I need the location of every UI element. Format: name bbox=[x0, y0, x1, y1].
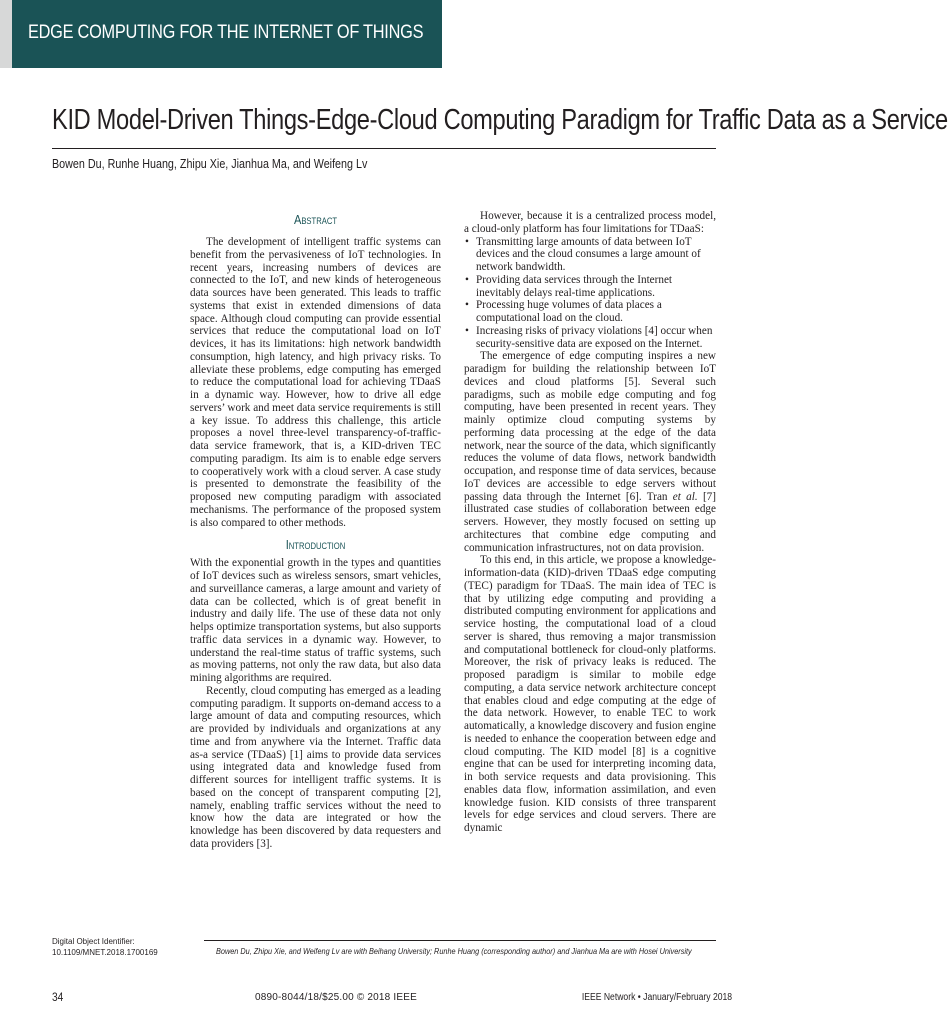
price-copyright: 0890-8044/18/$25.00 © 2018 IEEE bbox=[254, 992, 418, 1003]
doi-block bbox=[52, 936, 182, 958]
doi-label: Digital Object Identifier: bbox=[52, 937, 135, 946]
author-list: Bowen Du, Runhe Huang, Zhipu Xie, Jianhua Ma, and Weifeng Lv bbox=[52, 157, 368, 171]
author-affiliation-footnote: Bowen Du, Zhipu Xie, and Weifeng Lv are with Beihang University; Runhe Huang (corresponding author) and Jianhua Ma are with Hosei University bbox=[216, 946, 692, 956]
list-item: • Processing huge volumes of data places a computational load on the cloud. bbox=[464, 299, 716, 325]
doi-value: 10.1109/MNET.2018.1700169 bbox=[52, 948, 158, 957]
section-banner-label: EDGE COMPUTING FOR THE INTERNET OF THINGS bbox=[28, 22, 424, 43]
abstract-heading: Abstract bbox=[293, 212, 338, 227]
article-title: KID Model-Driven Things-Edge-Cloud Computing Paradigm for Traffic Data as a Service bbox=[52, 104, 948, 136]
title-divider bbox=[52, 148, 716, 149]
banner-edge-strip bbox=[0, 0, 12, 68]
paragraph-text: The emergence of edge computing inspires a new paradigm for building the relationship between IoT devices and cloud platforms [5]. Several such paradigms, such as mobile edge computing and fog computing, have been presented in recent years. They mainly optimize cloud computing systems by performing data processing at the edge of the data network, near the source of the data, which significantly reduces the volume of data flows, network bandwidth occupation, and response time of data services, because IoT devices are accessible to edge servers without passing data through the Internet [6]. Tran bbox=[464, 350, 716, 503]
footnote-divider bbox=[204, 940, 716, 941]
abstract-text: The development of intelligent traffic systems can benefit from the pervasiveness of IoT technologies. In recent years, increasing numbers of devices are connected to the IoT, and new kinds of heterogeneous data sources have been generated. This leads to traffic systems that exist in extended dimensions of data space. Although cloud computing can provide essential services that reduce the computational load on IoT devices, it has its limitations: high network bandwidth consumption, high latency, and high privacy risks. To alleviate these problems, edge computing has emerged to reduce the computational load for achieving TDaaS in a dynamic way. However, how to drive all edge servers’ work and meet data service requirements is still a key issue. To address this challenge, this article proposes a novel three-level transparency-of-traffic-data service framework, that is, a KID-driven TEC computing paradigm. Its aim is to enable edge servers to cooperatively work with a cloud server. A case study is presented to demonstrate the feasibility of the proposed new computing paradigm with associated mechanisms. The performance of the proposed system is also compared to other methods. bbox=[190, 236, 441, 529]
intro-paragraph-2: Recently, cloud computing has emerged as a leading computing paradigm. It supports on-demand access to a large amount of data and computing resources, which are provided by individuals and organizations at any time and from anywhere via the Internet. Traffic data as-a service (TDaaS) [1] aims to provide data services using integrated data and knowledge fused from different sources for intelligent traffic systems. It is based on the concept of transparent computing [2], namely, enabling traffic services without the need to know how the data are integrated or how the knowledge has been discovered by data requesters and data providers [3]. bbox=[190, 684, 441, 850]
paragraph-text: [7] illustrated case studies of collaboration between edge servers. However, they mostly focused on setting up architectures that combine edge computing and communication infrastructures, not on data provision. bbox=[464, 490, 716, 554]
section-banner bbox=[0, 0, 442, 68]
body-paragraph-2 bbox=[464, 350, 716, 554]
body-paragraph-1: However, because it is a centralized process model, a cloud-only platform has four limitations for TDaaS: bbox=[464, 210, 716, 235]
right-column bbox=[464, 210, 716, 835]
left-column bbox=[190, 210, 441, 851]
list-item: • Increasing risks of privacy violations [4] occur when security-sensitive data are exposed on the Internet. bbox=[464, 325, 716, 351]
list-item: • Transmitting large amounts of data between IoT devices and the cloud consumes a large amount of network bandwidth. bbox=[464, 236, 716, 274]
limitations-list bbox=[464, 236, 716, 351]
journal-issue: IEEE Network • January/February 2018 bbox=[581, 992, 733, 1003]
italic-citation: et al. bbox=[672, 490, 698, 503]
list-item: • Providing data services through the Internet inevitably delays real-time applications. bbox=[464, 274, 716, 300]
intro-paragraph-1: With the exponential growth in the types and quantities of IoT devices such as wireless sensors, smart vehicles, and surveillance cameras, a large amount and variety of data can be collected, which is of great benefit in industry and daily life. The use of these data not only helps optimize transportation systems, but also supports traffic data services in a dynamic way. However, to understand the real-time status of traffic systems, such as moving patterns, not only the raw data, but also data mining algorithms are required. bbox=[190, 557, 441, 684]
body-paragraph-3: To this end, in this article, we propose a knowledge-information-data (KID)-driven TDaaS edge computing (TEC) paradigm for TDaaS. The main idea of TEC is that by utilizing edge computing and providing a distributed computing environment for applications and service hosting, the computational load of a cloud server is shared, thus removing a major transmission and computational bottleneck for cloud-only platforms. Moreover, the risk of privacy leaks is reduced. The proposed paradigm is similar to mobile edge computing, a data service network architecture concept that enables cloud and edge computing at the edge of the data network. However, to enable TEC to work automatically, a knowledge discovery and fusion engine is needed to enhance the cooperation between edge and cloud computing. The KID model [8] is a cognitive engine that can be used for interpreting incoming data, in both service requests and data provisioning. This enables data flow, information assimilation, and even knowledge fusion. KID consists of three transparent levels for edge services and cloud servers. There are dynamic bbox=[464, 554, 716, 834]
page-number: 34 bbox=[52, 990, 64, 1004]
introduction-heading: Introduction bbox=[285, 537, 346, 553]
